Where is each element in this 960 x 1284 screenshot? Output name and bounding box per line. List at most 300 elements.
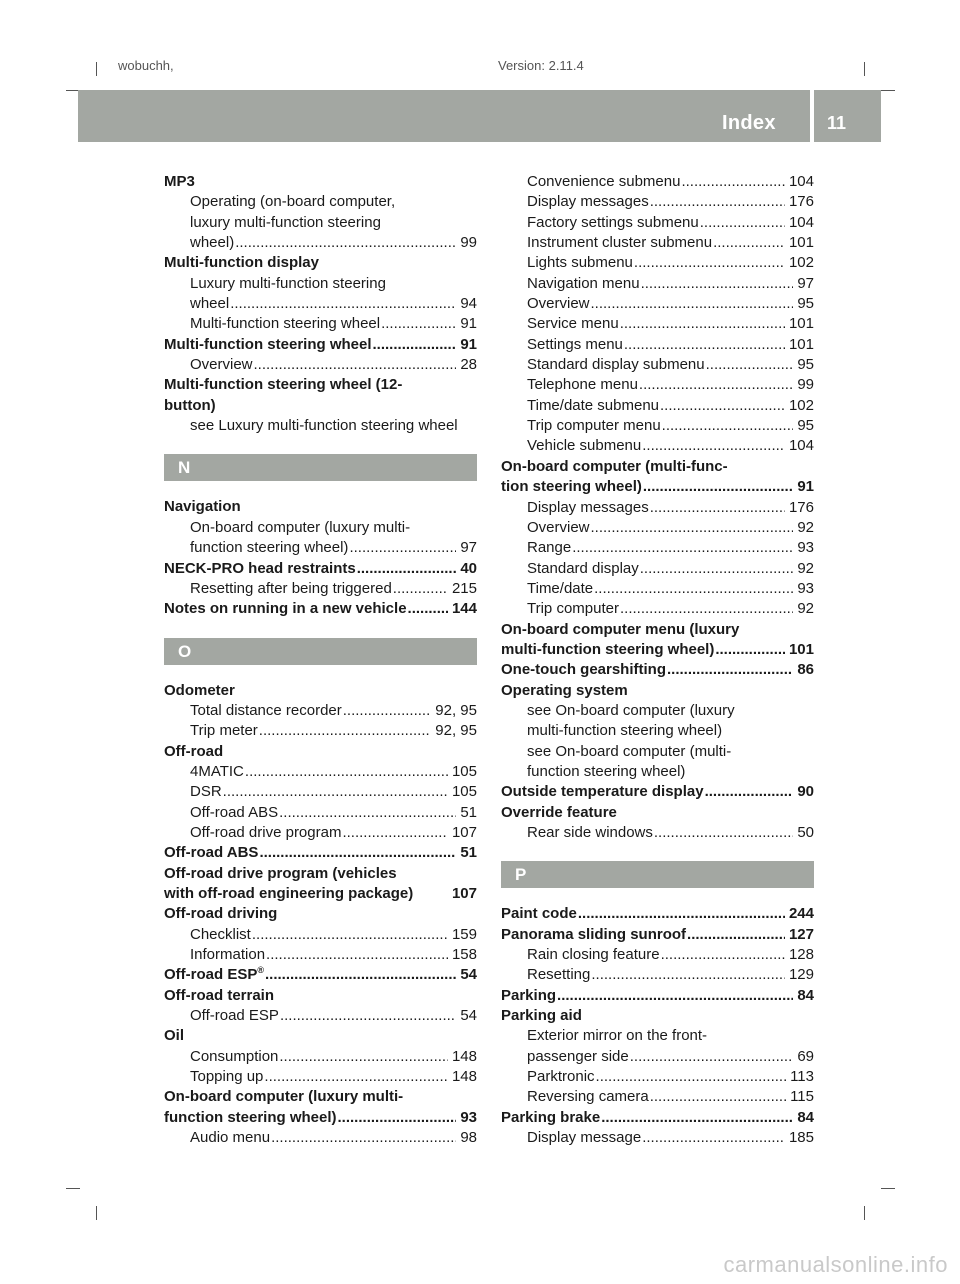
index-entry: [164, 559, 477, 579]
index-subentry: [501, 599, 814, 619]
index-entry: [164, 335, 477, 355]
entry-text: Panorama sliding sunroof: [501, 925, 687, 943]
entry-text: Paint code: [501, 905, 577, 923]
leader-dots: [338, 1108, 457, 1128]
index-subentry: [164, 213, 477, 233]
leader-dots: [259, 843, 456, 863]
index-entry: [501, 782, 814, 802]
entry-page: 54: [460, 966, 477, 984]
index-subentry: [164, 1006, 477, 1026]
index-column-right: [501, 172, 814, 1148]
entry-page: 104: [788, 437, 814, 455]
leader-dots: [641, 274, 794, 294]
index-entry: [164, 1087, 477, 1107]
index-entry: [501, 477, 814, 497]
leader-dots: [642, 436, 785, 456]
index-subentry: [164, 274, 477, 294]
index-subentry: [164, 294, 477, 314]
entry-text: Off-road: [164, 742, 224, 760]
entry-page: 101: [788, 315, 814, 333]
entry-text: Display messages: [527, 498, 649, 516]
leader-dots: [266, 945, 448, 965]
entry-text: Oil: [164, 1027, 185, 1045]
index-subentry: [501, 1026, 814, 1046]
entry-text: On-board computer (luxury multi-: [164, 1088, 404, 1106]
index-subentry: [164, 823, 477, 843]
entry-page: 95: [797, 417, 814, 435]
watermark: carmanualsonline.info: [723, 1252, 948, 1277]
entry-text: Resetting after being triggered: [190, 579, 392, 597]
index-entry: [164, 884, 477, 904]
index-entry: [164, 904, 477, 924]
leader-dots: [265, 965, 456, 985]
index-subentry: [501, 416, 814, 436]
entry-text: Off-road drive program (vehicles: [164, 864, 397, 882]
entry-text: Display messages: [527, 193, 649, 211]
leader-dots: [661, 945, 785, 965]
leader-dots: [279, 803, 456, 823]
index-entry: [164, 599, 477, 619]
index-entry: [501, 925, 814, 945]
leader-dots: [357, 559, 457, 579]
leader-dots: [715, 640, 785, 660]
index-subentry: [164, 579, 477, 599]
index-subentry: [164, 192, 477, 212]
entry-text: DSR: [190, 783, 222, 801]
entry-text: Information: [190, 946, 266, 963]
entry-page: 101: [788, 234, 814, 252]
entry-text: multi-function steering wheel): [527, 722, 723, 740]
entry-text: see On-board computer (multi-: [527, 742, 732, 760]
index-entry: [501, 986, 814, 1006]
entry-page: 104: [788, 173, 814, 190]
entry-page: 86: [797, 661, 814, 679]
entry-page: 51: [460, 844, 477, 862]
entry-text: Convenience submenu: [527, 173, 681, 190]
index-subentry: [501, 945, 814, 965]
entry-page: 92: [797, 600, 814, 618]
index-subentry: [501, 314, 814, 334]
entry-text: Parktronic: [527, 1068, 595, 1086]
entry-page: 176: [788, 193, 814, 211]
index-entry: [164, 864, 477, 884]
entry-text: wheel): [190, 234, 235, 252]
entry-page: 92: [797, 559, 814, 577]
leader-dots: [643, 477, 793, 497]
entry-text: Off-road ABS: [190, 803, 279, 821]
leader-dots: [349, 538, 456, 558]
entry-text: Reversing camera: [527, 1088, 649, 1106]
leader-dots: [706, 355, 794, 375]
entry-text: Operating (on-board computer,: [190, 193, 396, 211]
index-entry: [164, 375, 477, 395]
entry-text: On-board computer menu (luxury: [501, 620, 740, 638]
entry-text: Exterior mirror on the front-: [527, 1027, 708, 1045]
entry-text: Multi-function steering wheel (12-: [164, 376, 403, 394]
entry-text: Off-road ABS: [164, 844, 259, 862]
leader-dots: [408, 599, 448, 619]
entry-page: 127: [788, 925, 814, 943]
entry-page: 98: [460, 1129, 477, 1147]
index-subentry: [501, 172, 814, 192]
index-subentry: [164, 945, 477, 965]
entry-page: 92: [797, 518, 814, 536]
entry-text: On-board computer (luxury multi-: [190, 518, 411, 536]
entry-page: 244: [788, 905, 814, 923]
leader-dots: [342, 823, 448, 843]
entry-page: 84: [797, 986, 814, 1004]
index-subentry: [164, 925, 477, 945]
index-subentry: [164, 803, 477, 823]
crop-mark: [96, 62, 97, 76]
index-subentry: [501, 233, 814, 253]
index-entry: [164, 681, 477, 701]
entry-text: Parking aid: [501, 1007, 582, 1025]
entry-text: Standard display: [527, 559, 639, 577]
entry-text: Outside temperature display: [501, 783, 704, 801]
entry-page: 84: [797, 1108, 814, 1126]
index-subentry: [501, 213, 814, 233]
entry-page: 101: [788, 640, 814, 658]
entry-page: 113: [790, 1068, 814, 1086]
entry-text: Time/date submenu: [527, 396, 660, 414]
leader-dots: [259, 721, 431, 741]
index-subentry: [164, 518, 477, 538]
entry-text: Overview: [527, 295, 590, 313]
leader-dots: [245, 762, 448, 782]
index-entry: [501, 1108, 814, 1128]
leader-dots: [271, 1128, 456, 1148]
entry-text: Factory settings submenu: [527, 213, 699, 231]
entry-page: 91: [460, 335, 477, 353]
entry-page: 215: [451, 579, 477, 597]
leader-dots: [642, 1128, 785, 1148]
entry-text: Overview: [527, 518, 590, 536]
page-number: 11: [827, 113, 847, 133]
letter-band: O: [164, 638, 477, 665]
index-subentry: [501, 742, 814, 762]
index-subentry: [164, 314, 477, 334]
entry-text: Off-road terrain: [164, 986, 275, 1004]
leader-dots: [620, 314, 785, 334]
crop-mark: [66, 1188, 80, 1189]
leader-dots: [705, 782, 794, 802]
leader-dots: [572, 538, 793, 558]
index-entry: [164, 843, 477, 863]
index-subentry: [164, 762, 477, 782]
entry-page: 92, 95: [435, 722, 477, 740]
index-entry: [164, 396, 477, 416]
slug-left: wobuchh,: [118, 58, 174, 73]
crop-mark: [881, 90, 895, 91]
entry-page: 94: [460, 295, 477, 313]
index-entry: [501, 681, 814, 701]
entry-text: Instrument cluster submenu: [527, 234, 713, 252]
index-subentry: [501, 355, 814, 375]
entry-page: 102: [788, 396, 814, 414]
index-entry: [164, 1026, 477, 1046]
leader-dots: [594, 579, 793, 599]
leader-dots: [624, 335, 785, 355]
entry-text: Topping up: [190, 1068, 264, 1086]
entry-page: 185: [788, 1129, 814, 1147]
entry-text: Off-road ESP®: [164, 965, 264, 984]
entry-text: Off-road drive program: [190, 823, 342, 841]
leader-dots: [700, 213, 785, 233]
entry-page: 50: [797, 824, 814, 841]
leader-dots: [640, 559, 794, 579]
index-subentry: [501, 253, 814, 273]
entry-text: function steering wheel): [527, 762, 686, 780]
leader-dots: [713, 233, 785, 253]
entry-text: MP3: [164, 173, 195, 190]
entry-text: Settings menu: [527, 335, 623, 353]
entry-text: Off-road driving: [164, 905, 278, 923]
entry-text: Checklist: [190, 925, 251, 943]
entry-text: luxury multi-function steering: [190, 213, 381, 231]
entry-text: Operating system: [501, 681, 628, 699]
entry-page: 97: [460, 539, 477, 557]
entry-text: function steering wheel): [164, 1108, 337, 1126]
entry-text: with off-road engineering package): [164, 884, 414, 902]
index-entry: [164, 965, 477, 985]
entry-page: 105: [451, 762, 477, 780]
index-subentry: [501, 294, 814, 314]
index-subentry: [501, 436, 814, 456]
leader-dots: [393, 579, 448, 599]
entry-text: Multi-function steering wheel: [190, 315, 381, 333]
entry-text: Lights submenu: [527, 254, 633, 272]
index-entry: [501, 457, 814, 477]
index-column-left: [164, 172, 477, 1148]
index-entry: [164, 497, 477, 517]
entry-page: 97: [797, 274, 814, 292]
entry-text: Parking brake: [501, 1108, 601, 1126]
leader-dots: [634, 253, 785, 273]
entry-page: 129: [788, 966, 814, 984]
index-subentry: [501, 701, 814, 721]
entry-page: 93: [460, 1108, 477, 1126]
entry-page: 107: [451, 884, 477, 902]
entry-text: Navigation menu: [527, 274, 640, 292]
entry-text: Luxury multi-function steering: [190, 274, 386, 292]
entry-text: see Luxury multi-function steering wheel: [190, 417, 458, 435]
leader-dots: [650, 192, 785, 212]
leader-dots: [639, 375, 793, 395]
entry-text: Time/date: [527, 579, 594, 597]
index-subentry: [501, 559, 814, 579]
index-entry: [501, 620, 814, 640]
entry-page: 93: [797, 539, 814, 557]
entry-text: NECK-PRO head restraints: [164, 559, 356, 577]
leader-dots: [601, 1108, 793, 1128]
index-subentry: [164, 1067, 477, 1087]
leader-dots: [280, 1006, 456, 1026]
index-entry: [501, 1006, 814, 1026]
leader-dots: [230, 294, 456, 314]
entry-text: Navigation: [164, 498, 241, 516]
entry-page: 148: [451, 1047, 477, 1065]
leader-dots: [252, 925, 448, 945]
entry-text: button): [164, 396, 216, 414]
leader-dots: [591, 294, 794, 314]
leader-dots: [667, 660, 793, 680]
entry-text: Multi-function display: [164, 254, 319, 272]
letter-band: N: [164, 454, 477, 481]
entry-page: 159: [451, 925, 477, 943]
entry-text: Service menu: [527, 315, 619, 333]
entry-text: Multi-function steering wheel: [164, 335, 372, 353]
leader-dots: [279, 1047, 448, 1067]
entry-text: Parking: [501, 986, 557, 1004]
entry-page: 95: [797, 356, 814, 374]
entry-page: 144: [451, 600, 477, 618]
index-subentry: [501, 1128, 814, 1148]
entry-text: Trip computer menu: [527, 417, 661, 435]
leader-dots: [654, 823, 793, 843]
entry-page: 107: [451, 823, 477, 841]
entry-text: Trip meter: [190, 722, 258, 740]
leader-dots: [650, 1087, 786, 1107]
index-subentry: [164, 355, 477, 375]
index-subentry: [164, 538, 477, 558]
entry-page: 90: [797, 783, 814, 801]
entry-text: Rain closing feature: [527, 946, 660, 964]
leader-dots: [557, 986, 793, 1006]
leader-dots: [578, 904, 785, 924]
leader-dots: [620, 599, 793, 619]
section-title: Index: [722, 112, 776, 134]
entry-text: tion steering wheel): [501, 478, 642, 496]
entry-page: 28: [460, 356, 477, 374]
index-subentry: [501, 965, 814, 985]
entry-page: 93: [797, 579, 814, 597]
leader-dots: [235, 233, 456, 253]
entry-text: Telephone menu: [527, 376, 638, 394]
entry-text: Trip computer: [527, 600, 619, 618]
entry-page: 101: [788, 335, 814, 353]
entry-text: Overview: [190, 356, 253, 374]
entry-page: 102: [788, 254, 814, 272]
entry-text: Range: [527, 539, 572, 557]
entry-text: Vehicle submenu: [527, 437, 642, 455]
leader-dots: [687, 925, 785, 945]
index-entry: [164, 253, 477, 273]
leader-dots: [681, 172, 785, 192]
index-entry: [501, 640, 814, 660]
entry-text: wheel: [190, 295, 230, 313]
letter-band: P: [501, 861, 814, 888]
index-entry: [501, 803, 814, 823]
entry-page: 115: [790, 1088, 814, 1106]
index-subentry: [501, 538, 814, 558]
leader-dots: [596, 1067, 787, 1087]
index-subentry: [501, 335, 814, 355]
index-subentry: [501, 518, 814, 538]
entry-page: 105: [451, 783, 477, 801]
leader-dots: [591, 965, 785, 985]
entry-page: 95: [797, 295, 814, 313]
index-subentry: [501, 375, 814, 395]
slug-right: Version: 2.11.4: [498, 58, 584, 73]
entry-page: 104: [788, 213, 814, 231]
leader-dots: [264, 1067, 448, 1087]
entry-page: 99: [460, 234, 477, 252]
index-subentry: [164, 1047, 477, 1067]
index-subentry: [164, 701, 477, 721]
entry-page: 54: [460, 1007, 477, 1025]
index-subentry: [501, 1087, 814, 1107]
index-subentry: [164, 1128, 477, 1148]
entry-page: 40: [460, 559, 477, 577]
leader-dots: [630, 1047, 794, 1067]
index-subentry: [501, 1067, 814, 1087]
entry-text: Odometer: [164, 681, 235, 699]
entry-text: see On-board computer (luxury: [527, 701, 735, 719]
entry-text: Notes on running in a new vehicle: [164, 600, 407, 618]
index-entry: [164, 986, 477, 1006]
entry-text: Audio menu: [190, 1129, 271, 1147]
entry-text: function steering wheel): [190, 539, 349, 557]
leader-dots: [373, 335, 457, 355]
entry-page: 148: [451, 1068, 477, 1086]
entry-text: passenger side: [527, 1047, 629, 1065]
entry-page: 91: [797, 478, 814, 496]
leader-dots: [223, 782, 448, 802]
entry-text: On-board computer (multi-func-: [501, 457, 728, 475]
index-entry: [164, 742, 477, 762]
leader-dots: [254, 355, 457, 375]
index-subentry: [501, 823, 814, 843]
leader-dots: [591, 518, 794, 538]
entry-page: 99: [797, 376, 814, 394]
entry-text: 4MATIC: [190, 762, 244, 780]
entry-text: Total distance recorder: [190, 701, 342, 719]
entry-text: Standard display submenu: [527, 356, 705, 374]
header-divider: [810, 90, 814, 142]
entry-text: Off-road ESP: [190, 1007, 279, 1025]
index-subentry: [501, 579, 814, 599]
entry-page: 158: [451, 946, 477, 963]
entry-page: 176: [788, 498, 814, 516]
leader-dots: [343, 701, 432, 721]
entry-text: Rear side windows: [527, 824, 653, 841]
crop-mark: [864, 62, 865, 76]
index-subentry: [501, 274, 814, 294]
index-subentry: [164, 721, 477, 741]
entry-text: Consumption: [190, 1047, 279, 1065]
registered-mark: ®: [257, 965, 264, 976]
crop-mark: [96, 1206, 97, 1220]
leader-dots: [662, 416, 794, 436]
entry-text: Override feature: [501, 803, 617, 821]
crop-mark: [864, 1206, 865, 1220]
index-subentry: [501, 1047, 814, 1067]
index-subentry: [501, 396, 814, 416]
index-entry: [164, 172, 477, 192]
index-subentry: [164, 782, 477, 802]
entry-page: 92, 95: [435, 701, 477, 719]
index-entry: [164, 1108, 477, 1128]
index-subentry: [501, 762, 814, 782]
index-subentry: [501, 192, 814, 212]
index-entry: [501, 904, 814, 924]
entry-text: One-touch gearshifting: [501, 661, 666, 679]
index-subentry: [164, 416, 477, 436]
leader-dots: [381, 314, 456, 334]
entry-page: 128: [788, 946, 814, 964]
entry-text: Resetting: [527, 966, 591, 984]
